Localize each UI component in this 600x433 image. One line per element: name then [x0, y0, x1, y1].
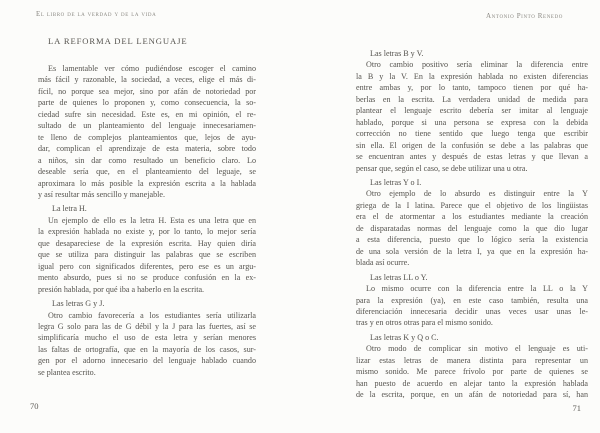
text-line: corrección no tiene sentido que luego tenga que escribir: [356, 129, 588, 139]
text-line: tras y en otros otras para el mismo sonido.: [356, 318, 493, 328]
text-line: a esta diferencia, puesto que lo lógico sería la existencia: [356, 235, 588, 245]
text-line: gen por el adorno innecesario del lenguaje hablado cuando: [38, 356, 256, 366]
text-line: plantear el lenguaje escrito debería ser imitar al lenguaje: [356, 106, 588, 116]
text-line: pensar que, según el caso, se debe utilizar una u otra.: [356, 163, 528, 173]
text-line: han puesto de acuerdo en alejar tanto la expresión hablada: [356, 378, 588, 388]
text-line: Otro modo de complicar sin motivo el lenguaje es uti-: [366, 344, 588, 354]
section-subheading: Las letras K y Q o C.: [370, 332, 439, 342]
text-line: de disparatadas normas del lenguaje como la que dio lugar: [356, 223, 588, 233]
page-left: [30, 0, 256, 433]
text-line: presión hablada, por qué iba a haberlo en la escrita.: [38, 284, 205, 294]
text-line: la B y la V. En la expresión hablada no existen diferencias: [356, 71, 588, 81]
section-subheading: Las letras G y J.: [52, 299, 105, 309]
text-line: ciedad sufre sin necesidad. Este es, en mi opinión, el re-: [38, 109, 256, 119]
section-subheading: Las letras Y o I.: [370, 177, 422, 187]
text-line: para la expresión (ya), en este caso también, resulta una: [356, 295, 588, 305]
text-line: de la escrita, porque, en un afán de notoriedad para sí, han: [356, 390, 588, 400]
text-line: Lo mismo ocurre con la diferencia entre la LL o la Y: [366, 284, 588, 294]
body-paragraph: [356, 343, 588, 400]
body-paragraph: [356, 188, 588, 268]
text-line: fícil, no porque sea mejor, sino por afán de notoriedad por: [38, 86, 256, 96]
text-line: Otro cambio favorecería a los estudiantes sería utilizarla: [48, 310, 256, 320]
running-head-author: Antonio Pinto Renedo: [486, 12, 563, 20]
text-line: y así resultar más sencillo y manejable.: [38, 189, 165, 199]
text-line: simplificaría mucho el uso de esta letra y serían menores: [38, 333, 256, 343]
text-line: que desapareciese de la expresión escrita. Hay quien diría: [38, 238, 256, 248]
text-line: hablado, porque si una persona se expresa con la debida: [356, 117, 588, 127]
text-line: griega de la I latina. Parece que el objetivo de los lingüistas: [356, 200, 588, 210]
text-line: igual pero con significados diferentes, pero ese es un argu-: [38, 261, 256, 271]
text-line: se encuentran antes y después de estas letras y que llevan a: [356, 152, 588, 162]
text-line: te lleno de complejos planteamientos que, lejos de ayu-: [38, 132, 256, 142]
text-line: lizar estas letras de manera distinta para representar un: [356, 355, 588, 365]
text-line: la expresión hablada no existe y, por lo tanto, lo mejor sería: [38, 227, 256, 237]
text-line: aproximara lo más posible la expresión escrita a la hablada: [38, 178, 256, 188]
text-line: más fácil y razonable, la sociedad, a veces, elige el más di-: [38, 75, 256, 85]
text-line: legra G solo para las de G débil y la J para las fuertes, así se: [38, 321, 256, 331]
body-paragraph: [356, 59, 588, 174]
text-line: entre ambas y, por lo tanto, tampoco tienen por qué ha-: [356, 83, 588, 93]
text-line: Es lamentable ver cómo pudiéndose escoger el camino: [48, 64, 256, 73]
text-line: dar, complican el aprendizaje de esta materia, sobre todo: [38, 144, 256, 154]
section-subheading: Las letras B y V.: [370, 49, 424, 58]
text-line: que se utiliza para distinguir las palabras que se escriben: [38, 250, 256, 260]
chapter-title: LA REFORMA DEL LENGUAJE: [48, 36, 188, 46]
text-line: mento absurdo, pues si no se produce confusión en la ex-: [38, 273, 256, 283]
body-paragraph: [38, 215, 256, 295]
page-right: [356, 0, 588, 433]
text-line: sin ella. El origen de la confusión se debe a las palabras que: [356, 140, 588, 150]
text-line: deseable sería que, en el planteamiento del leguaje, se: [38, 167, 256, 177]
page-number-left: 70: [30, 401, 39, 411]
text-line: diferenciación innecesaria decidir unas veces usar unas le-: [356, 306, 588, 316]
section-subheading: Las letras LL o Y.: [370, 272, 428, 282]
text-line: parte de quienes lo proponen y, como consecuencia, la so-: [38, 98, 256, 108]
body-paragraph: [38, 310, 256, 379]
body-paragraph: [356, 283, 588, 329]
text-line: berlas en la escrita. La verdadera unidad de medida para: [356, 94, 588, 104]
text-line: blada así ocurre.: [356, 258, 410, 268]
text-line: las faltas de ortografía, que en la mayoría de los casos, sur-: [38, 344, 256, 354]
text-line: sultado de un planteamiento del lenguaje innecesariamen-: [38, 121, 256, 131]
text-line: mismo sonido. Me parece frívolo por parte de quienes se: [356, 367, 588, 377]
page-number-right: 71: [572, 403, 581, 413]
text-line: a niños, sin dar como resultado un beneficio claro. Lo: [38, 155, 256, 165]
text-line: de una sola versión de la letra I, ya que en la expresión ha-: [356, 246, 588, 256]
text-line: Un ejemplo de ello es la letra H. Esta es una letra que en: [48, 215, 256, 225]
text-line: era el de atormentar a los estudiantes mediante la creación: [356, 212, 588, 222]
text-line: se plantea escrito.: [38, 367, 96, 377]
running-head-book-title: El libro de la verdad y de la vida: [36, 10, 157, 18]
text-line: Otro ejemplo de lo absurdo es distinguir entre la Y: [366, 189, 588, 199]
section-subheading: La letra H.: [52, 204, 87, 214]
text-line: Otro cambio positivo sería eliminar la diferencia entre: [366, 60, 588, 70]
body-paragraph: [38, 63, 256, 200]
page-left-body: [38, 63, 256, 378]
page-right-body: [356, 45, 588, 401]
